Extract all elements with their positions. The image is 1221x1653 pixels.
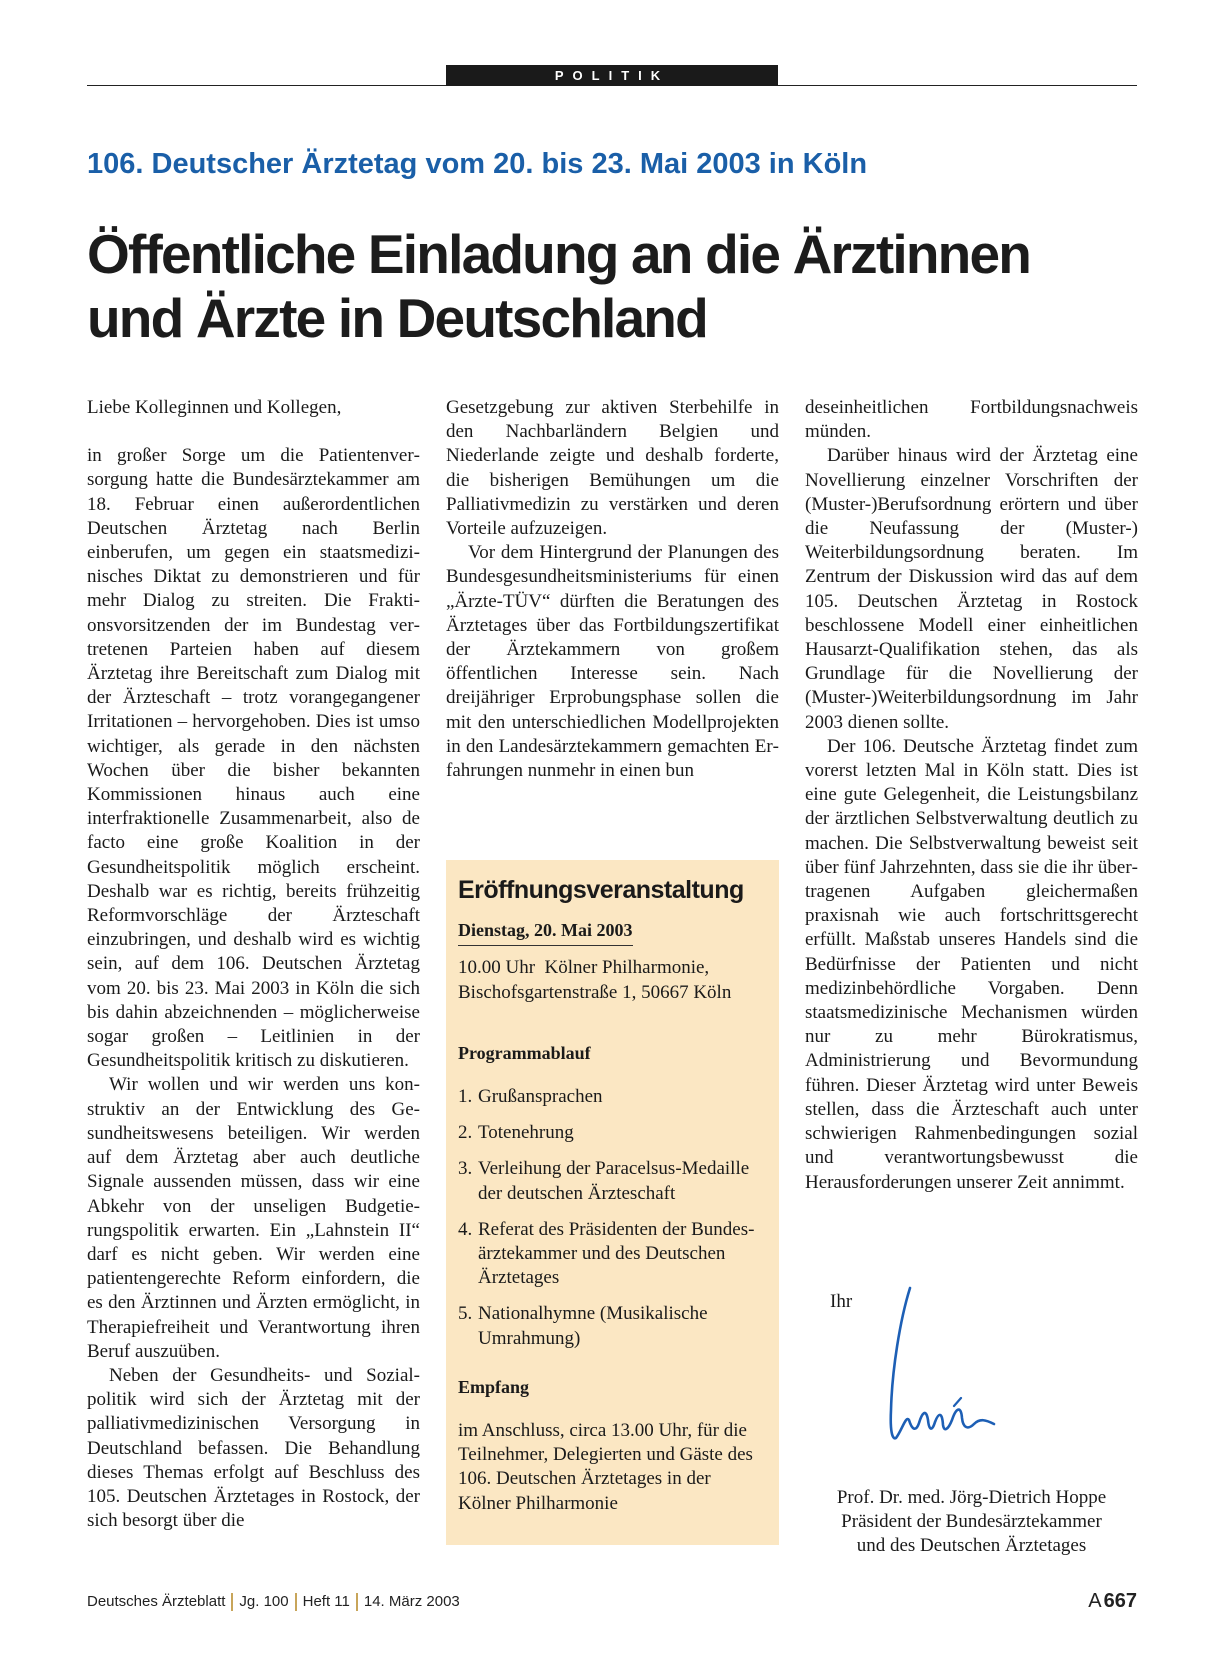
paragraph: Vor dem Hintergrund der Planungen des Bundesgesundheitsministeriums für einen „Ärzte-TÜV“ dürften die Beratungen des Ärztetages über das Fortbildungszertifikat der Ärztekammern von großem öffentlichen Interesse sein. Nach dreijähriger Erprobungsphase sollen die mit den unterschiedlichen Modellprojekten in den Landesärztekammern gemachten Erfahrungen nunmehr in einen bun <box>446 542 779 782</box>
signer-title: und des Deutschen Ärztetages <box>856 1535 1087 1557</box>
program-list <box>458 1085 767 1351</box>
program-item <box>458 1302 767 1350</box>
text-column-2 <box>446 396 779 783</box>
program-heading: Programmablauf <box>458 1042 591 1063</box>
article-headline <box>87 222 1167 350</box>
reception-text: im Anschluss, circa 13.00 Uhr, für die Teilnehmer, Delegierten und Gäste des 106. Deutschen Ärztetages in der Kölner Philharmonie <box>458 1420 753 1514</box>
event-infobox <box>446 860 779 1545</box>
program-item <box>458 1121 767 1145</box>
program-item <box>458 1085 767 1109</box>
program-item-text: Verleihung der Paracelsus-Medaille der deutschen Ärzteschaft <box>478 1158 750 1204</box>
salutation: Liebe Kolleginnen und Kollegen, <box>87 397 342 418</box>
signer-title: Präsident der Bundesärztekammer <box>841 1511 1102 1533</box>
paragraph: Gesetzgebung zur aktiven Sterbehilfe in den Nachbarländern Belgien und Niederlande zeigte und deshalb forderte, die bisherigen Bemühungen um die Palliativmedizin zu verstärken und deren Vorteile aufzuzeigen. <box>446 397 779 540</box>
section-label: POLITIK <box>446 65 778 86</box>
venue-line: 10.00 Uhr Kölner Philharmonie, <box>458 957 710 979</box>
signer-name: Prof. Dr. med. Jörg-Dietrich Hoppe <box>836 1487 1107 1508</box>
program-item-text: Nationalhymne (Musikalische Umrahmung) <box>478 1303 708 1349</box>
journal-name: Deutsches Ärzteblatt <box>87 1593 226 1610</box>
signoff: Ihr <box>830 1291 853 1312</box>
infobox-title: Eröffnungsveranstaltung <box>458 876 744 904</box>
program-item-number: 4. <box>458 1218 473 1240</box>
page-prefix: A <box>1088 1590 1102 1612</box>
issue-date: 14. März 2003 <box>363 1593 460 1610</box>
paragraph: in großer Sorge um die Patientenversorgung hatte die Bundesärztekammer am 18. Februar einen außerordentlichen Deutschen Ärztetag nach Berlin einberufen, um gegen ein staatsmedizinisches Diktat zu demonstrieren und für mehr Dialog zu streiten. Die Fraktionsvorsitzenden der im Bundestag vertretenen Parteien haben auf diesem Ärztetag ihre Bereitschaft zum Dialog mit der Ärzteschaft – trotz vorangegangener Irritationen – hervorgehoben. Dies ist umso wichtiger, als gerade in den nächsten Wochen über die bisher bekannten Kommissionen hinaus auch eine interfraktionelle Zusammenarbeit, also de facto eine große Koalition in der Gesundheitspolitik möglich erscheint. Deshalb war es richtig, bereits frühzeitig Reformvorschläge der Ärzteschaft einzubringen, und deshalb wird es wichtig sein, auf dem 106. Deutschen Ärztetag vom 20. bis 23. Mai 2003 in Köln die sich bis dahin abzeichnenden – möglicherweise sogar großen – Leitlinien in der Gesundheitspolitik kritisch zu diskutieren. <box>87 445 420 1072</box>
program-item <box>458 1157 767 1205</box>
handwritten-signature <box>882 1280 1032 1460</box>
page-footer <box>87 1590 1137 1613</box>
text-column-1 <box>87 396 420 1533</box>
headline-line-2: und Ärzte in Deutschland <box>87 287 707 349</box>
article-kicker: 106. Deutscher Ärztetag vom 20. bis 23. Mai 2003 in Köln <box>87 148 868 180</box>
signer-block <box>805 1486 1138 1559</box>
issue: Heft 11 <box>302 1593 350 1610</box>
volume: Jg. 100 <box>239 1593 289 1610</box>
program-item-text: Totenehrung <box>478 1122 574 1144</box>
paragraph: Der 106. Deutsche Ärztetag findet zum vorerst letzten Mal in Köln statt. Dies ist eine gute Gelegenheit, die Leistungsbilanz der ärztlichen Selbstverwaltung deutlich zu machen. Die Selbstverwaltung beweist seit über fünf Jahrzehnten, dass sie die ihr übertragenen Aufgaben gleichermaßen praxisnah wie auch fortschrittsgerecht erfüllt. Maßstab unseres Handels sind die Bedürfnisse der Patienten und nicht medizinbehördliche Vorgaben. Denn staatsmedizinische Mechanismen würden nur zu mehr Bürokratismus, Administrierung und Bevormundung führen. Dieser Ärztetag wird unter Beweis stellen, dass die Ärzteschaft auch unter schwierigen Rahmenbedingungen sozial und verantwortungsbewusst die Herausforderungen unserer Zeit annimmt. <box>805 735 1138 1193</box>
paragraph: deseinheitlichen Fortbildungsnachweis münden. <box>805 397 1138 443</box>
program-item-text: Referat des Präsidenten der Bundesärztekammer und des Deutschen Ärztetages <box>478 1218 755 1289</box>
program-item-number: 5. <box>458 1303 473 1325</box>
program-item-number: 2. <box>458 1122 473 1144</box>
program-item-number: 3. <box>458 1158 473 1180</box>
program-item-text: Grußansprachen <box>478 1086 603 1108</box>
page-number: 667 <box>1103 1590 1137 1612</box>
paragraph: Darüber hinaus wird der Ärztetag eine Novellierung einzelner Vorschriften der (Muster-)Berufsordnung erörtern und über die Neufassung der (Muster-) Weiterbildungsordnung beraten. Im Zentrum der Diskussion wird das auf dem 105. Deutschen Ärztetag in Rostock beschlossene Modell einer einheitlichen Hausarzt-Qualifikation stehen, das als Grundlage für die Novellierung der (Muster-)Weiterbildungsordnung im Jahr 2003 dienen sollte. <box>805 445 1138 733</box>
event-venue <box>458 956 767 1004</box>
reception-heading: Empfang <box>458 1376 530 1397</box>
paragraph: Wir wollen und wir werden uns konstruktiv an der Entwicklung des Gesundheitswesens beteiligen. Wir werden auf dem Ärztetag aber auch deutliche Signale aussenden müssen, dass wir eine Abkehr von der unseligen Budgetierungspolitik erwarten. Ein „Lahnstein II“ darf es nicht geben. Wir werden eine patientengerechte Reform einfordern, die es den Ärztinnen und Ärzten ermöglicht, in Therapiefreiheit und Verantwortung ihren Beruf auszuüben. <box>87 1074 420 1362</box>
program-item <box>458 1218 767 1291</box>
text-column-3 <box>805 396 1138 1195</box>
event-date: Dienstag, 20. Mai 2003 <box>458 918 633 946</box>
venue-line: Bischofsgartenstraße 1, 50667 Köln <box>458 981 732 1003</box>
headline-line-1: Öffentliche Einladung an die Ärztinnen <box>87 223 1031 285</box>
paragraph: Neben der Gesundheits- und Sozialpolitik wird sich der Ärztetag mit der palliativmedizinischen Versorgung in Deutschland befassen. Die Behandlung dieses Themas erfolgt auf Beschluss des 105. Deutschen Ärztetages in Rostock, der sich besorgt über die <box>87 1364 420 1532</box>
program-item-number: 1. <box>458 1086 473 1108</box>
